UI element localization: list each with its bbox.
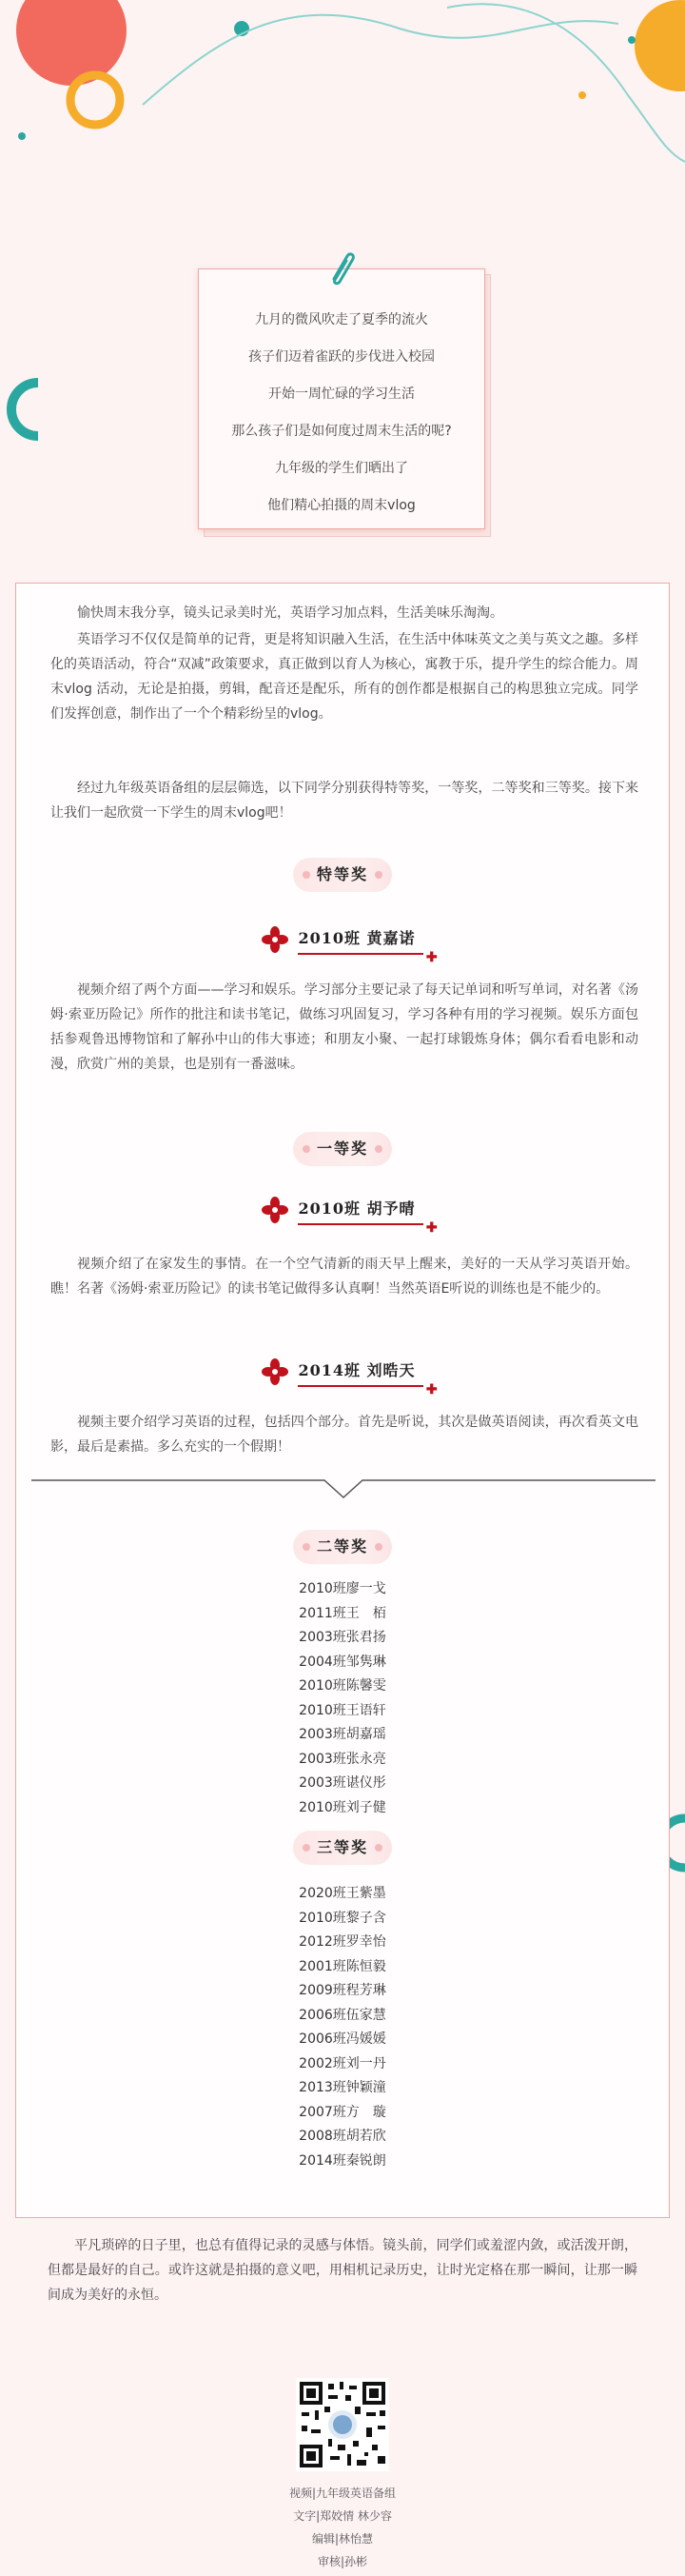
- list-item: 2020班王紫墨: [299, 1886, 386, 1901]
- intro-line: 孩子们迈着雀跃的步伐进入校园: [248, 349, 435, 365]
- list-item: 2004班邹隽琳: [299, 1654, 386, 1670]
- teal-arc-decoration: [0, 371, 46, 447]
- list-item: 2001班陈恒毅: [299, 1958, 386, 1974]
- list-item: 2006班冯媛媛: [299, 2031, 386, 2047]
- section-divider: [31, 1476, 656, 1499]
- list-item: 2007班方 璇: [299, 2104, 386, 2120]
- intro-text: [199, 302, 484, 525]
- third-prize-list: [16, 1882, 669, 2173]
- list-item: 2006班伍家慧: [299, 2007, 386, 2023]
- list-item: 2009班程芳琳: [299, 1983, 386, 1998]
- top-decoration: [0, 0, 685, 171]
- orange-ring: [70, 75, 120, 125]
- list-item: 2003班谌仪彤: [299, 1775, 386, 1791]
- special-prize-winner: 2010班 黄嘉诺 ✚: [16, 922, 669, 961]
- list-item: 2010班刘子健: [299, 1799, 386, 1815]
- intro-line: 九月的微风吹走了夏季的流火: [255, 312, 428, 327]
- list-item: 2003班胡嘉瑶: [299, 1727, 386, 1742]
- first-prize-description: 视频主要介绍学习英语的过程，包括四个部分。首先是听说，其次是做英语阅读，再次看英文电影，最后是素描。多么充实的一个假期！: [50, 1415, 638, 1455]
- first-prize-description: 视频介绍了在家发生的事情。在一个空气清新的雨天早上醒来，美好的一天从学习英语开始。瞧！名著《汤姆·索亚历险记》的读书笔记做得多认真啊！当然英语E听说的训练也是不能少的。: [50, 1257, 638, 1297]
- card-sheet: [198, 268, 485, 529]
- first-prize-winner: 2014班 刘晧天 ✚: [16, 1355, 669, 1393]
- list-item: 2010班黎子含: [299, 1910, 386, 1926]
- credit-editor: 编辑|林怡慧: [311, 2532, 374, 2546]
- intro-line: 九年级的学生们晒出了: [275, 461, 408, 476]
- list-item: 2003班张君扬: [299, 1630, 386, 1645]
- second-prize-label: 二等奖: [293, 1530, 392, 1564]
- coral-circle: [16, 0, 127, 86]
- qr-code[interactable]: [296, 2378, 389, 2471]
- list-item: 2014班秦锐朗: [299, 2152, 386, 2169]
- intro-line: 他们精心拍摄的周末vlog: [267, 498, 416, 513]
- third-prize-label: 三等奖: [293, 1831, 392, 1865]
- second-prize-list: [16, 1577, 669, 1820]
- intro-paragraph: 英语学习不仅仅是简单的记背，更是将知识融入生活，在生活中体味英文之美与英文之趣。多样化的英语活动，符合“双减”政策要求，真正做到以育人为核心，寓教于乐，提升学生的综合能力。周末vlog 活动，无论是拍摄，剪辑，配音还是配乐，所有的创作都是根据自己的构思独立完成。同学们发挥创意，制作出了一个个精彩纷呈的vlog。: [50, 632, 638, 722]
- intro-paragraph: 愉快周末我分享，镜头记录美时光，英语学习加点料，生活美味乐淘淘。: [77, 605, 503, 621]
- list-item: 2002班刘一丹: [299, 2055, 386, 2071]
- intro-line: 那么孩子们是如何度过周末生活的呢?: [231, 424, 452, 439]
- intro-line: 开始一周忙碌的学习生活: [268, 386, 415, 402]
- credit-reviewer: 审核|孙彬: [317, 2555, 368, 2568]
- list-item: 2011班王 栢: [299, 1605, 386, 1621]
- list-item: 2010班廖一戈: [299, 1581, 386, 1596]
- intro-paragraph: 经过九年级英语备组的层层筛选，以下同学分别获得特等奖，一等奖，二等奖和三等奖。接下来让我们一起欣赏一下学生的周末vlog吧！: [50, 781, 638, 821]
- flower-icon: [262, 926, 288, 953]
- list-item: 2008班胡若欣: [299, 2129, 386, 2144]
- credit-video: 视频|九年级英语备组: [288, 2487, 397, 2500]
- list-item: 2012班罗幸怡: [299, 1934, 386, 1950]
- intro-card: [198, 268, 485, 531]
- list-item: 2010班陈馨雯: [299, 1678, 386, 1694]
- paperclip-icon: [324, 250, 359, 288]
- article-box: [15, 583, 670, 2218]
- list-item: 2003班张永亮: [299, 1751, 386, 1767]
- orange-circle: [635, 0, 685, 91]
- flower-icon: [262, 1358, 288, 1385]
- credit-text: 文字|郑姣情 林少容: [293, 2509, 392, 2523]
- list-item: 2013班钟颖潼: [299, 2080, 386, 2095]
- first-prize-winner: 2010班 胡予晴 ✚: [16, 1193, 669, 1231]
- special-prize-label: 特等奖: [293, 858, 392, 892]
- closing-paragraph: 平凡琐碎的日子里，也总有值得记录的灵感与体悟。镜头前，同学们或羞涩内敛，或活泼开朗，但都是最好的自己。或许这就是拍摄的意义吧，用相机记录历史，让时光定格在那一瞬间，让那一瞬间成为美好的永恒。: [48, 2238, 637, 2303]
- list-item: 2010班王语轩: [299, 1702, 386, 1718]
- special-prize-description: 视频介绍了两个方面——学习和娱乐。学习部分主要记录了每天记单词和听写单词，对名著《汤姆·索亚历险记》所作的批注和读书笔记，做练习巩固复习，学习各种有用的学习视频。娱乐方面包括参观鲁迅博物馆和了解孙中山的伟大事迹；和朋友小聚、一起打球锻炼身体；偶尔看看电影和动漫，欣赏广州的美景，也是别有一番滋味。: [50, 982, 638, 1072]
- first-prize-label: 一等奖: [293, 1132, 392, 1166]
- flower-icon: [262, 1197, 288, 1223]
